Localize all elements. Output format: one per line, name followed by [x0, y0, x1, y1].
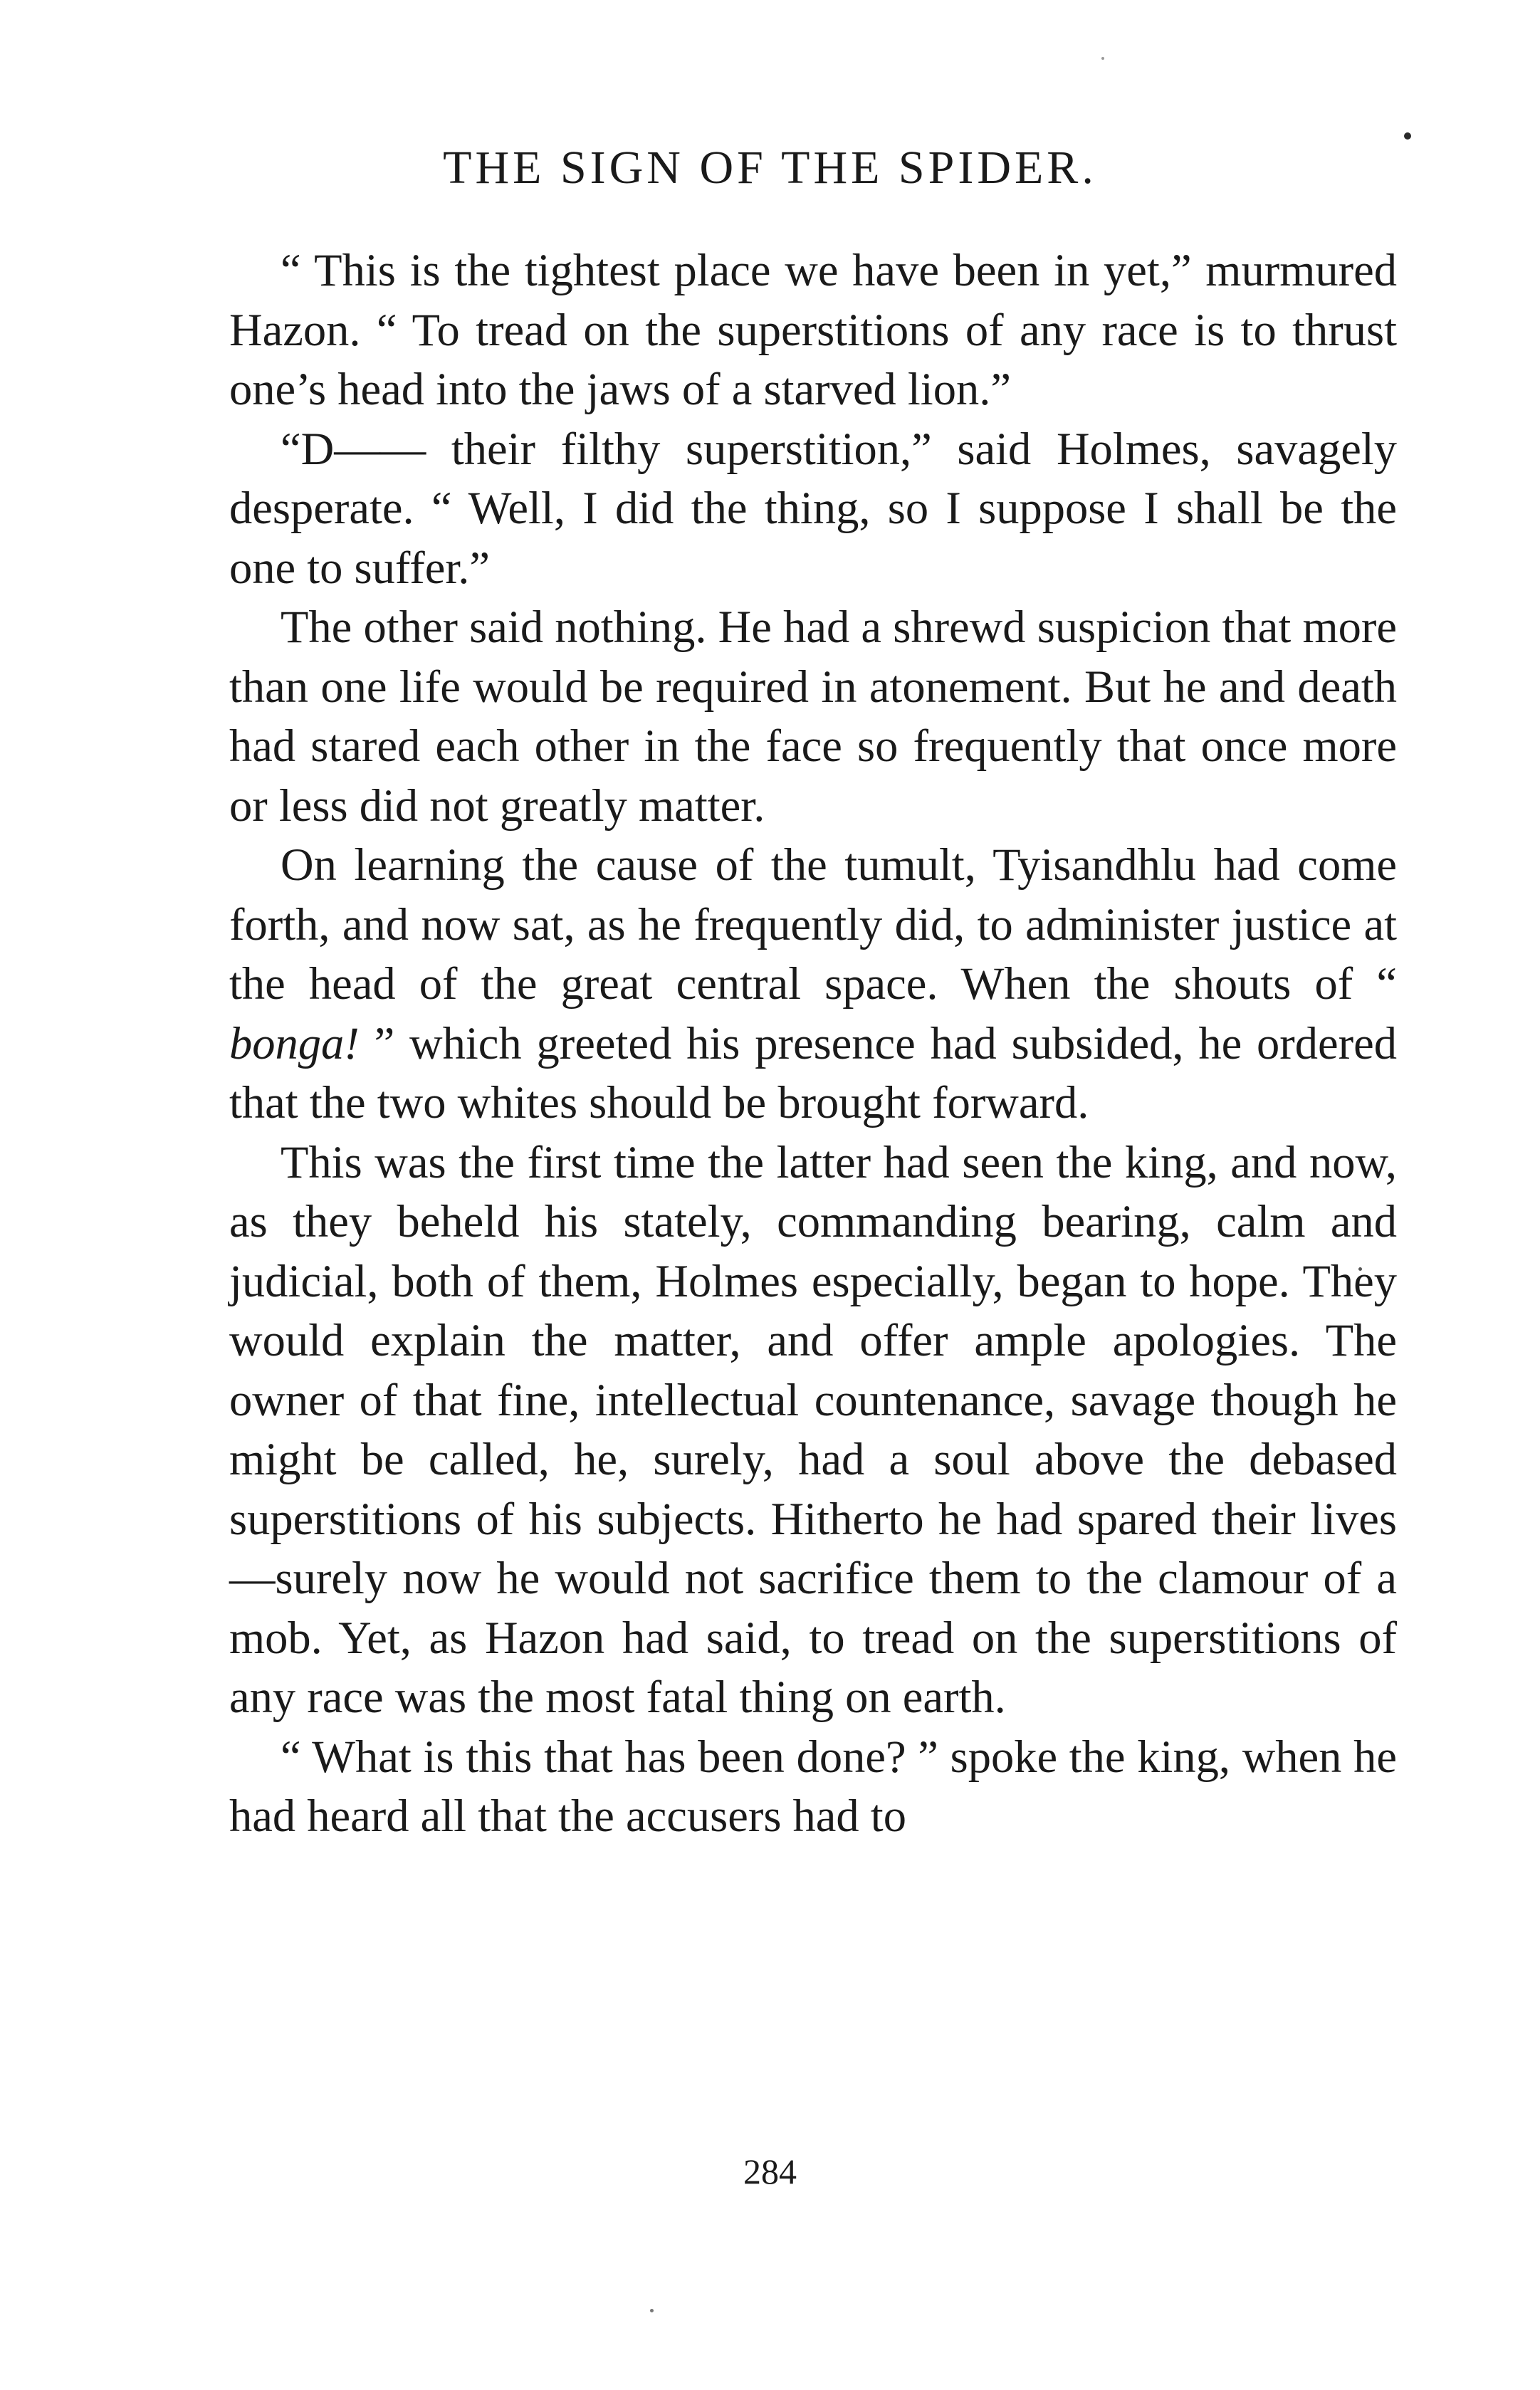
paragraph-text: ” which greeted his presence had subsided, he ordered that the two whites should be brought forward. — [229, 1017, 1397, 1128]
page-number: 284 — [743, 2151, 797, 2191]
body-text — [229, 241, 1397, 1846]
paragraph: This was the first time the latter had seen the king, and now, as they beheld his stately, commanding bearing, calm and judicial, both of them, Holmes especially, began to hope. They would explain the matter, and offer ample apologies. The owner of that fine, intellectual countenance, savage though he might be called, he, surely, had a soul above the debased superstitions of his subjects. Hitherto he had spared their lives—surely now he would not sacrifice them to the clamour of a mob. Yet, as Hazon had said, to tread on the superstitions of any race was the most fatal thing on earth. — [229, 1136, 1397, 1722]
paragraph: “ This is the tightest place we have been in yet,” murmured Hazon. “ To tread on the superstitions of any race is to thrust one’s head into the jaws of a starved lion.” — [229, 245, 1397, 414]
print-speck — [1404, 132, 1411, 140]
paragraph: The other said nothing. He had a shrewd suspicion that more than one life would be required in atonement. But he and death had stared each other in the face so frequently that once more or less did not greatly matter. — [229, 602, 1397, 831]
print-speck — [1101, 57, 1104, 60]
paragraph — [229, 835, 1397, 1133]
italic-word: bonga! — [229, 1017, 360, 1069]
running-head: THE SIGN OF THE SPIDER. — [443, 142, 1097, 194]
paragraph-text: On learning the cause of the tumult, Tyisandhlu had come forth, and now sat, as he frequently did, to administer justice at the head of the great central space. When the shouts of “ — [229, 839, 1397, 1009]
paragraph: “D—— their filthy superstition,” said Holmes, savagely desperate. “ Well, I did the thing, so I suppose I shall be the one to suffer.” — [229, 423, 1397, 593]
paragraph: “ What is this that has been done? ” spoke the king, when he had heard all that the accusers had to — [229, 1731, 1397, 1841]
print-speck — [650, 2309, 654, 2312]
